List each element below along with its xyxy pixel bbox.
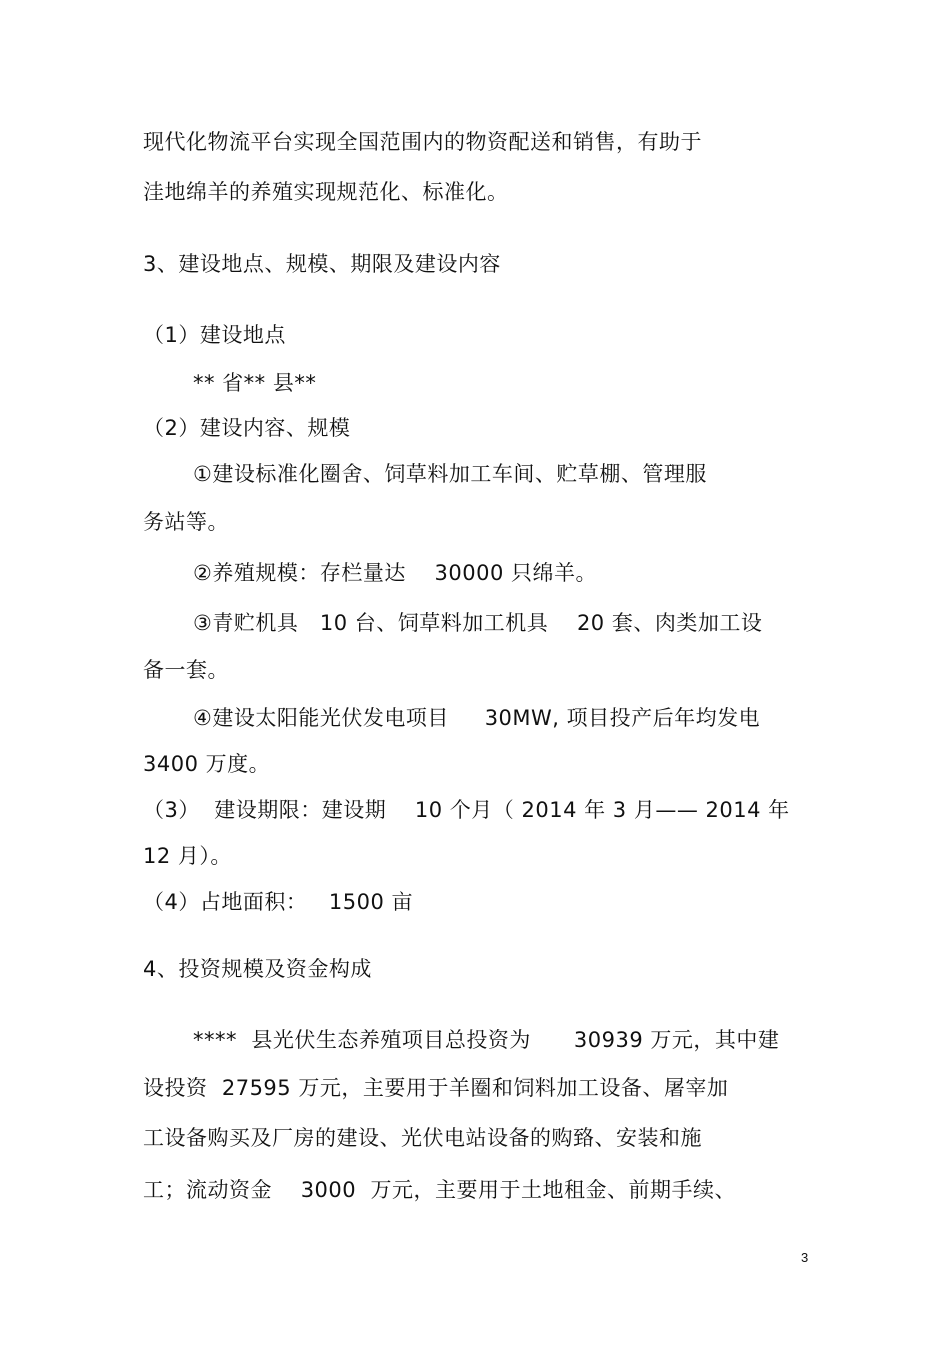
section-heading-4: 4、投资规模及资金构成 <box>143 957 372 981</box>
paragraph-line: ①建设标准化圈舍、饲草料加工车间、贮草棚、管理服 <box>193 462 707 486</box>
paragraph-line: 洼地绵羊的养殖实现规范化、标准化。 <box>143 180 509 204</box>
item-heading-3: （3） 建设期限：建设期 10 个月（ 2014 年 3 月—— 2014 年 <box>143 798 790 822</box>
paragraph-line: 现代化物流平台实现全国范围内的物资配送和销售，有助于 <box>143 130 702 154</box>
item-heading-1: （1）建设地点 <box>143 323 286 347</box>
item-heading-4: （4）占地面积： 1500 亩 <box>143 890 414 914</box>
item-value-location: ** 省** 县** <box>193 371 317 395</box>
paragraph-line: 3400 万度。 <box>143 752 271 776</box>
paragraph-line: 工；流动资金 3000 万元，主要用于土地租金、前期手续、 <box>143 1178 736 1202</box>
paragraph-line: 设投资 27595 万元，主要用于羊圈和饲料加工设备、屠宰加 <box>143 1076 729 1100</box>
page-number: 3 <box>801 1250 809 1265</box>
paragraph-line: 工设备购买及厂房的建设、光伏电站设备的购臵、安装和施 <box>143 1126 702 1150</box>
item-heading-2: （2）建设内容、规模 <box>143 416 351 440</box>
paragraph-line: 备一套。 <box>143 658 229 682</box>
paragraph-line: **** 县光伏生态养殖项目总投资为 30939 万元，其中建 <box>193 1028 780 1052</box>
paragraph-line: ④建设太阳能光伏发电项目 30MW, 项目投产后年均发电 <box>193 706 761 730</box>
paragraph-line: 务站等。 <box>143 510 229 534</box>
paragraph-line: 12 月）。 <box>143 844 232 868</box>
paragraph-line: ③青贮机具 10 台、饲草料加工机具 20 套、肉类加工设 <box>193 611 763 635</box>
paragraph-line: ②养殖规模：存栏量达 30000 只绵羊。 <box>193 561 598 585</box>
section-heading-3: 3、建设地点、规模、期限及建设内容 <box>143 252 501 276</box>
